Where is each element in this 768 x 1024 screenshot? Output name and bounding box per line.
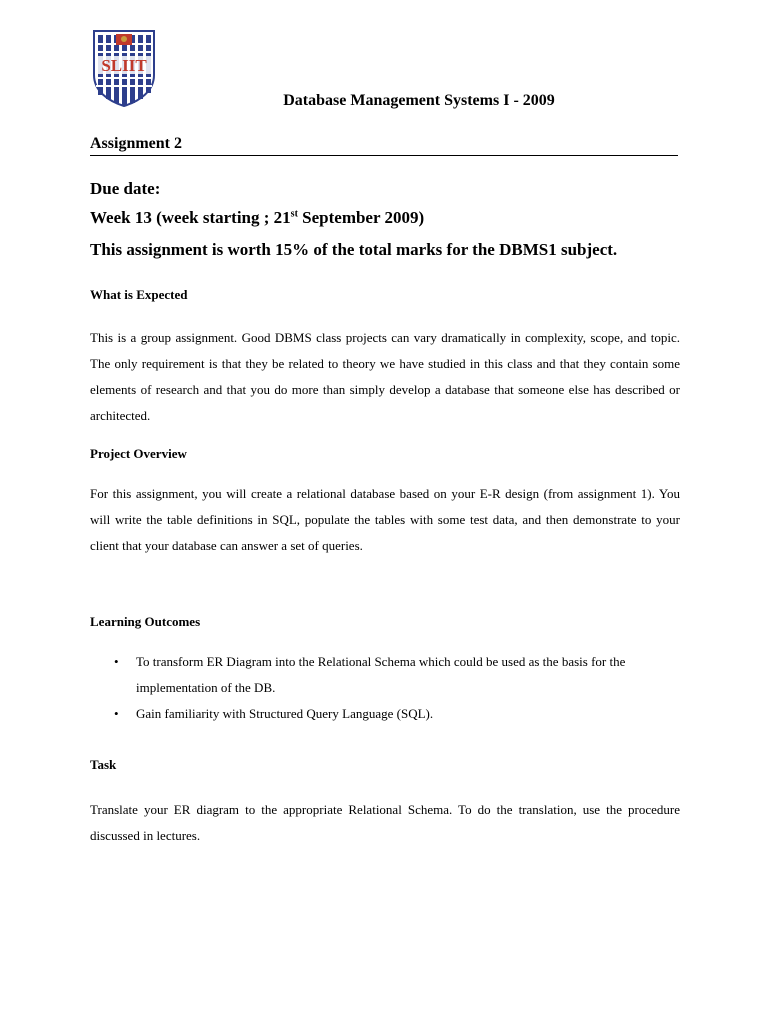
due-week xyxy=(90,208,424,228)
expected-heading: What is Expected xyxy=(90,287,188,302)
task-paragraph: Translate your ER diagram to the appropriate Relational Schema. To do the translation, use the procedure discussed in lectures. xyxy=(90,802,680,843)
list-item xyxy=(90,649,680,701)
bullet-icon: • xyxy=(114,706,119,721)
task-heading: Task xyxy=(90,757,117,772)
outcomes-heading: Learning Outcomes xyxy=(90,614,201,629)
overview-heading: Project Overview xyxy=(90,446,187,461)
due-week-prefix: Week 13 (week starting ; 21 xyxy=(90,208,291,227)
assignment-worth: This assignment is worth 15% of the total marks for the DBMS1 subject. xyxy=(90,240,618,259)
outcome-text: To transform ER Diagram into the Relational Schema which could be used as the basis for the implementation of the DB. xyxy=(136,654,626,695)
due-date-label: Due date: xyxy=(90,179,161,198)
due-week-suffix: September 2009) xyxy=(297,208,425,227)
logo-lettering: SLIIT xyxy=(101,56,147,75)
expected-paragraph: This is a group assignment. Good DBMS class projects can vary dramatically in complexity, scope, and topic. The only requirement is that they be related to theory we have studied in this class and that they contain some elements of research and that you do more than simply develop a database that someone else has described or architected. xyxy=(90,330,680,423)
list-item xyxy=(90,701,680,727)
bullet-icon: • xyxy=(114,654,119,669)
course-title: Database Management Systems I - 2009 xyxy=(283,92,555,109)
assignment-title: Assignment 2 xyxy=(90,135,678,156)
outcomes-list xyxy=(90,649,680,727)
outcome-text: Gain familiarity with Structured Query Language (SQL). xyxy=(136,706,434,721)
due-week-ordinal: st xyxy=(290,208,298,220)
overview-paragraph: For this assignment, you will create a relational database based on your E-R design (from assignment 1). You will write the table definitions in SQL, populate the tables with some test data, and then demonstrate to your client that your database can answer a set of queries. xyxy=(90,486,680,553)
